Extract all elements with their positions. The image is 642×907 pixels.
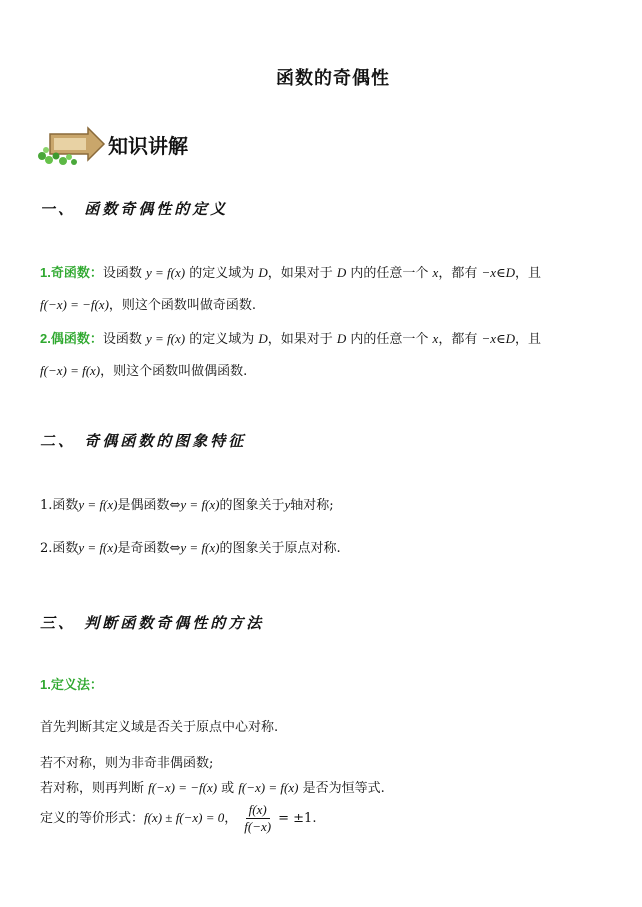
definition-method-label: 1.定义法：	[40, 677, 103, 692]
method-paragraph-1: 首先判断其定义域是否关于原点中心对称.	[40, 720, 279, 735]
method-paragraph-2: 若不对称，则为非奇非偶函数;	[40, 756, 214, 771]
odd-function-line-2: f(−x) = −f(x)，则这个函数叫做奇函数.	[40, 297, 257, 313]
even-function-label: 2.偶函数：	[40, 331, 103, 346]
arrow-with-leaves-icon	[36, 126, 108, 168]
even-function-line-2: f(−x) = f(x)，则这个函数叫做偶函数.	[40, 363, 248, 379]
graph-feature-line-odd: 2.函数y = f(x)是奇函数⇔y = f(x)的图象关于原点对称.	[40, 540, 341, 556]
section-heading-graph-features: 二、 奇偶函数的图象特征	[40, 432, 247, 450]
graph-feature-line-even: 1.函数y = f(x)是偶函数⇔y = f(x)的图象关于y轴对称;	[40, 497, 334, 513]
page-title: 函数的奇偶性	[276, 68, 390, 89]
section-heading-methods: 三、 判断函数奇偶性的方法	[40, 614, 265, 632]
method-paragraph-3: 若对称，则再判断 f(−x) = −f(x) 或 f(−x) = f(x) 是否为恒等式.	[40, 780, 385, 796]
even-function-line-1: 2.偶函数：设函数 y = f(x) 的定义域为 D，如果对于 D 内的任意一个 x，都有 −x∈D，且	[40, 331, 542, 347]
odd-function-label: 1.奇函数：	[40, 265, 103, 280]
section-heading-definition: 一、 函数奇偶性的定义	[40, 200, 229, 218]
method-paragraph-4: 定义的等价形式：f(x) ± f(−x) = 0， $\frac{f(x)}{f(-x)}$ = ±1.	[40, 802, 317, 834]
banner-heading: 知识讲解	[108, 134, 188, 158]
ratio-fraction: $\frac{f(x)}{f(-x)}$	[244, 802, 272, 834]
odd-function-line-1: 1.奇函数：设函数 y = f(x) 的定义域为 D，如果对于 D 内的任意一个 x，都有 −x∈D，且	[40, 265, 542, 281]
